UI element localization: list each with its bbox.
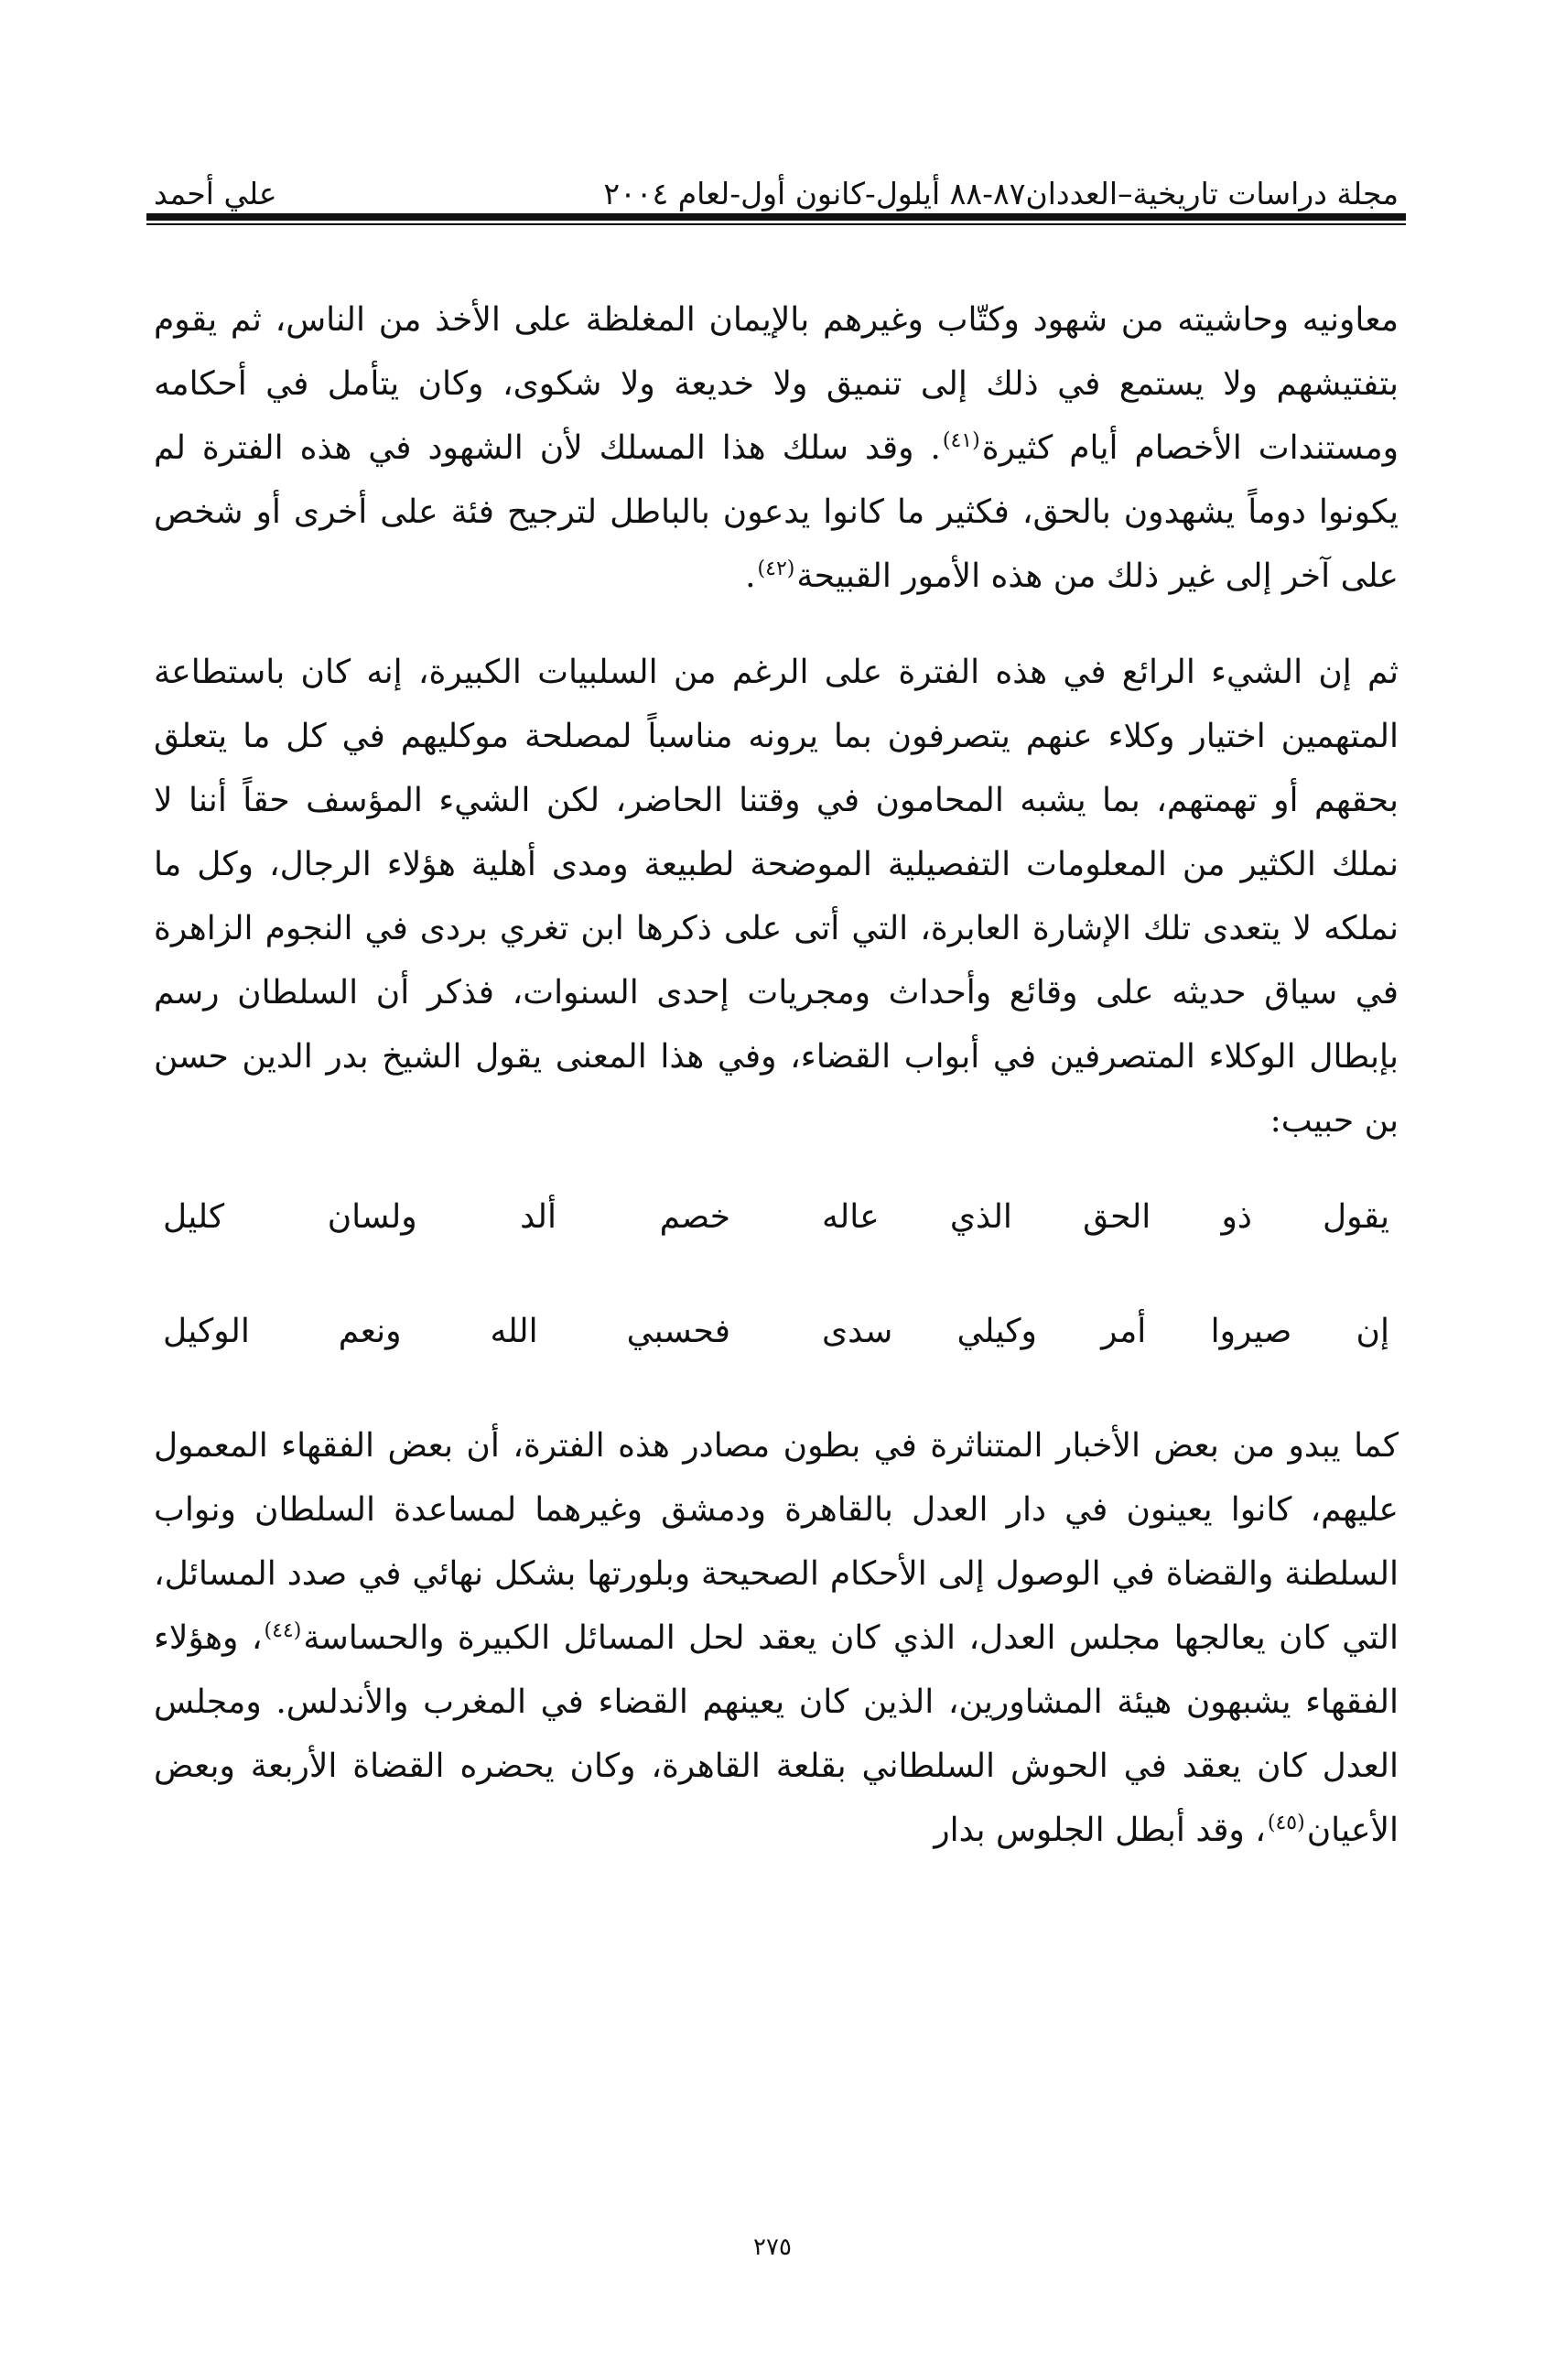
paragraph-3-text-c: ، وقد أبطل الجلوس بدار (934, 1812, 1266, 1849)
author-name: علي أحمد (154, 176, 277, 211)
header-rule-thick (146, 213, 1406, 221)
verse-1-second-hemistich: خصم ألد ولسان كليل (163, 1198, 730, 1236)
running-header (154, 154, 1399, 209)
footnote-ref-44: (٤٤) (264, 1619, 302, 1642)
body-text (154, 288, 1399, 1895)
paragraph-2-text: ثم إن الشيء الرائع في هذه الفترة على الرغم من السلبيات الكبيرة، إنه كان باستطاعة المتهمين اختيار وكلاء عنهم يتصرفون بما يرونه مناسباً لمصلحة موكليهم في كل ما يتعلق بحقهم أو تهمتهم، بما يشبه المحامون في وقتنا الحاضر، لكن الشيء المؤسف حقاً أننا لا نملك الكثير من المعلومات التفصيلية الموضحة لطبيعة ومدى أهلية هؤلاء الرجال، وكل ما نملكه لا يتعدى تلك الإشارة العابرة، التي أتى على ذكرها ابن تغري بردى في النجوم الزاهرة في سياق حديثه على وقائع وأحداث ومجريات إحدى السنوات، فذكر أن السلطان رسم بإبطال الوكلاء المتصرفين في أبواب القضاء، وفي هذا المعنى يقول الشيخ بدر الدين حسن بن حبيب: (154, 654, 1399, 1140)
poem (154, 1185, 1399, 1364)
verse-2-first-hemistich: إن صيروا أمر وكيلي سدى (822, 1313, 1389, 1350)
verse-1-first-hemistich: يقول ذو الحق الذي عاله (822, 1198, 1389, 1236)
paragraph-3 (154, 1414, 1399, 1863)
paragraph-3-text-b: ، وهؤلاء الفقهاء يشبهون هيئة المشاورين، الذين كان يعينهم القضاء في المغرب والأندلس. ومجلس العدل كان يعقد في الحوش السلطاني بقلعة القاهرة، وكان يحضره القضاة الأربعة وبعض الأعيان (154, 1619, 1399, 1849)
footnote-ref-45: (٤٥) (1267, 1812, 1305, 1834)
footnote-ref-42: (٤٢) (757, 557, 795, 580)
paragraph-1-text-a: معاونيه وحاشيته من شهود وكتّاب وغيرهم بالإيمان المغلظة على الأخذ من الناس، ثم يقوم بتفتيشهم ولا يستمع في ذلك إلى تنميق ولا خديعة ولا شكوى، وكان يتأمل في أحكامه ومستندات الأخصام أيام كثيرة (154, 301, 1399, 467)
page-number: ٢٧٥ (753, 2234, 792, 2261)
journal-title: مجلة دراسات تاريخية–العددان٨٧-٨٨ أيلول-كانون أول-لعام ٢٠٠٤ (603, 176, 1399, 211)
footnote-ref-41: (٤١) (942, 429, 980, 452)
poem-verse-2 (154, 1300, 1399, 1364)
poem-verse-1 (154, 1185, 1399, 1250)
verse-2-second-hemistich: فحسبي الله ونعم الوكيل (163, 1313, 730, 1350)
paragraph-1 (154, 288, 1399, 609)
paragraph-2 (154, 641, 1399, 1153)
paragraph-1-text-b: . وقد سلك هذا المسلك لأن الشهود في هذه الفترة لم يكونوا دوماً يشهدون بالحق، فكثير ما كانوا يدعون بالباطل لترجيح فئة على أخرى أو شخص على آخر إلى غير ذلك من هذه الأمور القبيحة (154, 429, 1399, 595)
paragraph-1-text-c: . (745, 557, 756, 595)
paragraph-3-text-a: كما يبدو من بعض الأخبار المتناثرة في بطون مصادر هذه الفترة، أن بعض الفقهاء المعمول عليهم، كانوا يعينون في دار العدل بالقاهرة ودمشق وغيرهما لمساعدة السلطان ونواب السلطنة والقضاة في الوصول إلى الأحكام الصحيحة وبلورتها بشكل نهائي في صدد المسائل، التي كان يعالجها مجلس العدل، الذي كان يعقد لحل المسائل الكبيرة والحساسة (154, 1427, 1399, 1657)
header-rule-thin (146, 223, 1406, 225)
